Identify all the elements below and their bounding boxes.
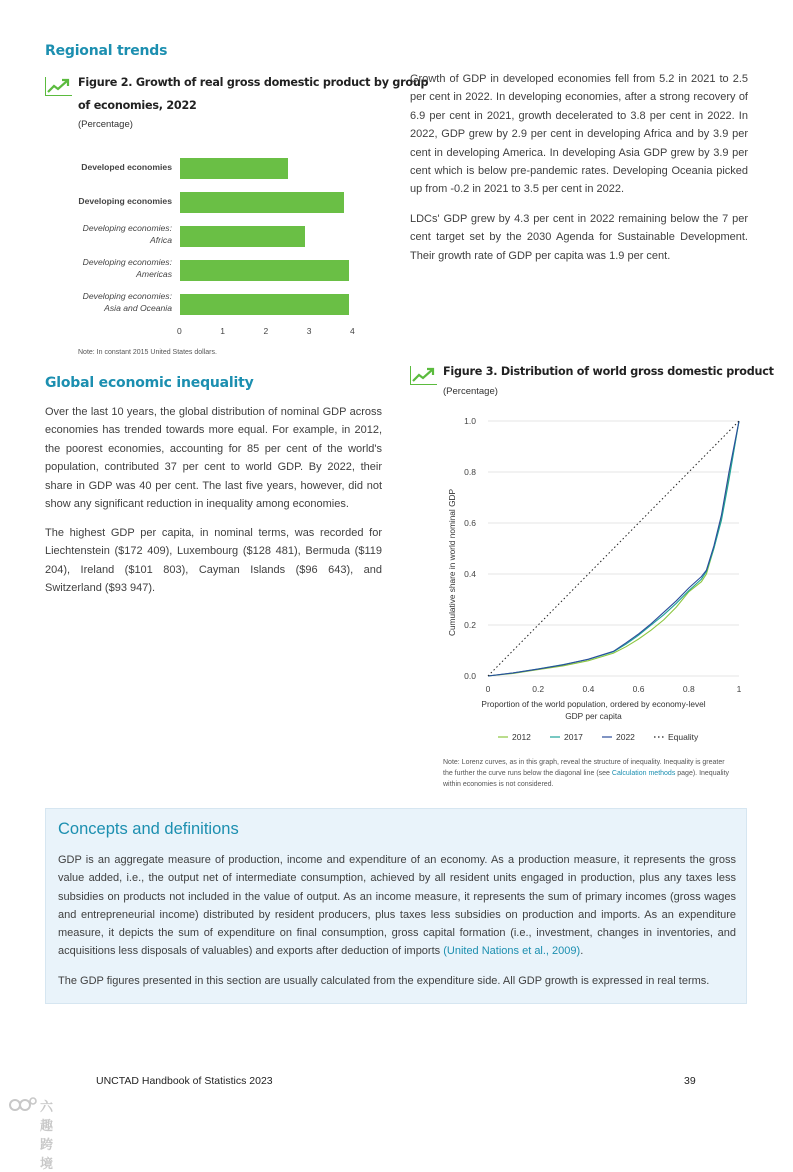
bar-category-label-line2: Americas (136, 268, 172, 279)
bar-category-label (32, 291, 172, 314)
figure2-title-line1: Figure 2. Growth of real gross domestic product by group (78, 76, 429, 89)
series-line-equality (488, 421, 739, 676)
x-axis-label-line1: Proportion of the world population, ordered by economy-level (481, 699, 706, 709)
concepts-paragraph-1-end: . (580, 945, 584, 958)
bar-category-label-line1: Developing economies: (82, 223, 172, 233)
inequality-paragraph-2: The highest GDP per capita, in nominal terms, was recorded for Liechtenstein ($172 409), Luxembourg ($128 481), Bermuda ($119 204), Ireland ($101 803), Cayman Islands ($96 643), and Switzerland ($93 947). (45, 527, 382, 595)
x-tick-label: 1 (736, 684, 742, 694)
watermark-logo-icon (8, 1095, 38, 1113)
legend-label: 2017 (564, 732, 583, 742)
concepts-box (45, 808, 747, 1004)
bar-category-label: Developing economies (78, 196, 172, 206)
watermark (8, 1095, 54, 1171)
y-tick-label: 0.8 (464, 467, 476, 477)
figure3-note-text: the further the curve runs below the diagonal line (see (443, 770, 612, 777)
concepts-title: Concepts and definitions (58, 820, 239, 838)
y-tick-label: 0.6 (464, 518, 476, 528)
x-tick-label: 0.4 (582, 684, 595, 694)
legend-label: Equality (668, 732, 699, 742)
x-tick-label: 0.6 (632, 684, 645, 694)
x-tick-label: 0.2 (532, 684, 545, 694)
y-axis-label: Cumulative share in world nominal GDP (447, 488, 457, 637)
y-tick-label: 0.2 (464, 620, 476, 630)
x-tick-label: 0 (485, 684, 491, 694)
figure3-lorenz-chart (440, 405, 750, 750)
watermark-text: 六趣跨境 (40, 1099, 54, 1171)
figure2-title (78, 71, 428, 117)
bar-x-tick-label: 2 (263, 326, 269, 336)
x-axis-label-line2: GDP per capita (565, 711, 622, 721)
figure3-subtitle: (Percentage) (443, 386, 498, 397)
footer-page-number: 39 (684, 1075, 696, 1087)
bar-category-label-line1: Developing economies: (82, 291, 172, 301)
bar-category-label (32, 257, 172, 280)
figure2-title-line2: of economies, 2022 (78, 99, 197, 112)
calculation-methods-link[interactable]: Calculation methods (611, 770, 676, 777)
section-title-inequality: Global economic inequality (45, 375, 254, 391)
concepts-paragraph-1 (58, 851, 736, 961)
bar (180, 192, 344, 213)
y-tick-label: 0.4 (464, 569, 476, 579)
bar-category-label-line2: Asia and Oceania (104, 302, 172, 313)
bar-x-tick-label: 1 (220, 326, 225, 336)
trend-chart-icon (45, 77, 72, 96)
concepts-paragraph-1-text: GDP is an aggregate measure of production, income and expenditure of an economy. As a production measure, it represents the gross value added, i.e., the output net of intermediate consumption, achieved by all resident units engaged in production, plus any taxes less subsidies on products not included in the value of output. As an income measure, it represents the sum of primary incomes (gross wages and entrepreneurial income) distributed by resident producers, plus taxes less subsidies on production and imports. As an expenditure measure, it depicts the sum of expenditure on final consumption, gross capital formation (i.e., investment, changes in inventories, and acquisitions less disposals of valuables) and exports after deduction of imports (58, 854, 736, 958)
inequality-paragraph-1: Over the last 10 years, the global distribution of nominal GDP across economies has trended towards more equal. For example, in 2012, the poorest economies, accounting for 85 per cent of the world's population, contributed 37 per cent to world GDP. By 2022, their share in GDP was 40 per cent. The last five years, however, did not show any significant reduction in inequality among economies. (45, 406, 382, 511)
bar (180, 294, 349, 315)
figure3-title: Figure 3. Distribution of world gross domestic product (443, 365, 774, 378)
y-tick-label: 1.0 (464, 416, 476, 426)
figure2-subtitle: (Percentage) (78, 119, 133, 130)
y-tick-label: 0.0 (464, 671, 476, 681)
bar (180, 226, 305, 247)
figure2-bar-chart (30, 150, 370, 345)
bar-category-label (32, 223, 172, 246)
figure3-note-line2 (443, 768, 753, 779)
figure2-note: Note: In constant 2015 United States dollars. (78, 349, 217, 356)
figure3-note-line3: within economies is not considered. (443, 781, 554, 788)
citation-link[interactable]: (United Nations et al., 2009) (443, 945, 581, 958)
section-title-regional: Regional trends (45, 43, 168, 59)
trend-chart-icon (410, 366, 437, 385)
bar-x-tick-label: 0 (177, 326, 182, 336)
bar-x-tick-label: 3 (306, 326, 312, 336)
x-tick-label: 0.8 (682, 684, 695, 694)
figure3-note (443, 757, 753, 790)
legend-label: 2022 (616, 732, 635, 742)
bar-category-label: Developed economies (81, 162, 172, 172)
bar-x-tick-label: 4 (350, 326, 355, 336)
figure3-note-text-end: page). Inequality (675, 770, 730, 777)
regional-paragraph-1: Growth of GDP in developed economies fell from 5.2 in 2021 to 2.5 per cent in 2022. In developing economies, after a strong recovery of 6.9 per cent in 2021, growth decelerated to 3.8 per cent in 2022. In 2022, GDP grew by 2.9 per cent in developing Africa and by 3.9 per cent in developing America. In developing Asia GDP grew by 3.9 per cent which is below pre-pandemic rates. Developing Oceania picked up from -0.2 in 2021 to 3.5 per cent in 2022. (410, 73, 748, 196)
bar (180, 260, 349, 281)
regional-paragraph-2: LDCs' GDP grew by 4.3 per cent in 2022 remaining below the 7 per cent target set by the 2030 Agenda for Sustainable Development. Their growth rate of GDP per capita was 1.9 per cent. (410, 213, 748, 262)
footer-publication: UNCTAD Handbook of Statistics 2023 (96, 1075, 273, 1087)
concepts-paragraph-2: The GDP figures presented in this section are usually calculated from the expenditure side. All GDP growth is expressed in real terms. (58, 975, 710, 987)
figure3-note-line1: Note: Lorenz curves, as in this graph, reveal the structure of inequality. Inequality is greater (443, 759, 725, 766)
legend-label: 2012 (512, 732, 531, 742)
bar-category-label-line2: Africa (150, 234, 172, 245)
bar-category-label-line1: Developing economies: (82, 257, 172, 267)
bar (180, 158, 288, 179)
